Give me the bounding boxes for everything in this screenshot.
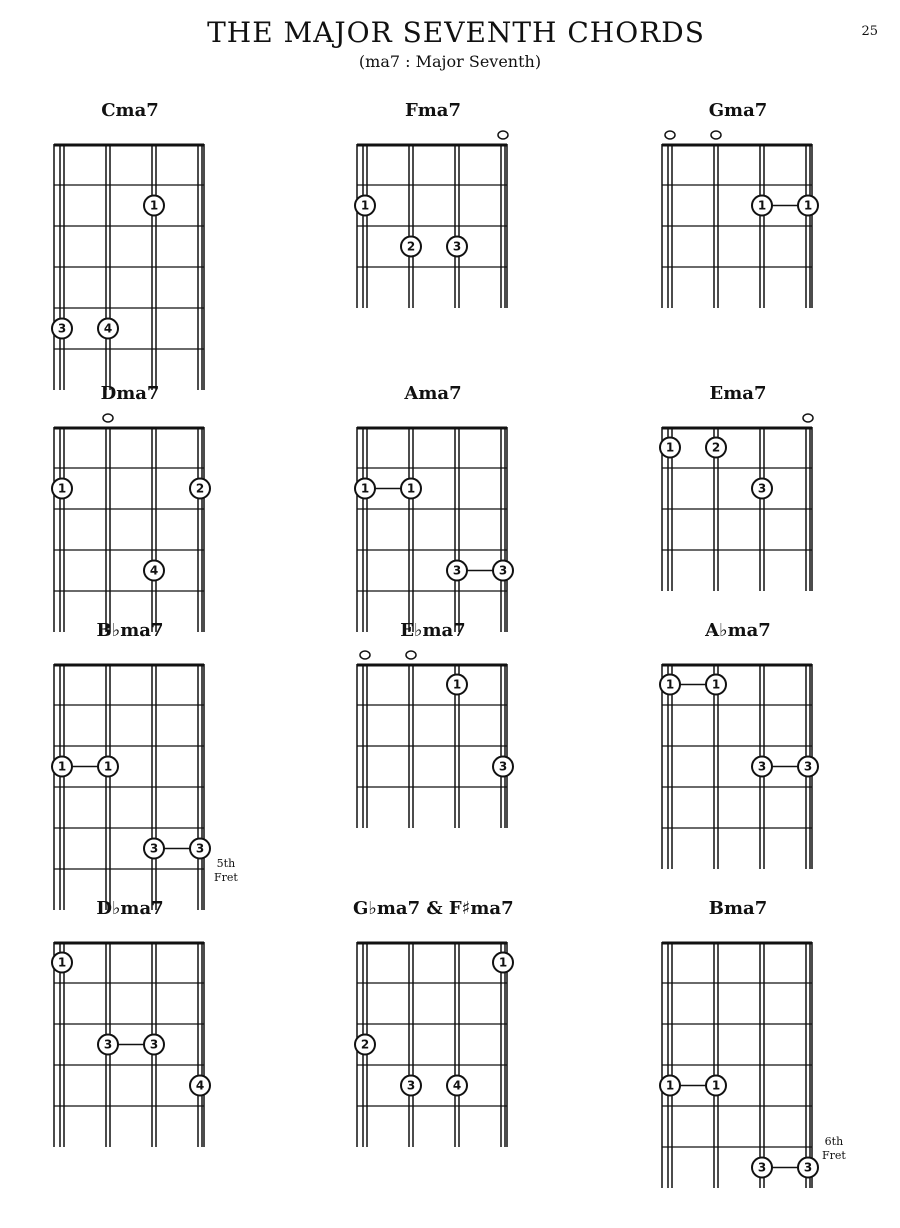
finger-dot xyxy=(144,196,164,216)
finger-number: 1 xyxy=(103,759,113,774)
finger-dot xyxy=(355,196,375,216)
finger-dot xyxy=(144,1035,164,1055)
finger-dot xyxy=(706,1076,726,1096)
fretboard xyxy=(353,664,511,832)
open-string-marker xyxy=(360,651,370,659)
finger-number: 3 xyxy=(803,1160,813,1175)
page-number: 25 xyxy=(861,24,878,39)
finger-dot xyxy=(798,196,818,216)
chord-name: Ema7 xyxy=(709,383,767,404)
finger-number: 4 xyxy=(103,321,113,336)
finger-dot xyxy=(52,953,72,973)
finger-dot xyxy=(660,675,680,695)
open-string-marker xyxy=(665,131,675,139)
finger-dot xyxy=(660,438,680,458)
fretboard xyxy=(353,942,511,1151)
finger-number: 2 xyxy=(406,239,416,254)
finger-number: 1 xyxy=(360,481,370,496)
fretboard xyxy=(658,942,816,1192)
fret-position-note xyxy=(822,1135,846,1163)
fretboard xyxy=(658,144,816,312)
finger-dot xyxy=(493,561,513,581)
finger-number: 3 xyxy=(57,321,67,336)
fret-note-line: 5th xyxy=(216,856,236,870)
finger-number: 1 xyxy=(452,677,462,692)
page-title: THE MAJOR SEVENTH CHORDS xyxy=(207,16,705,49)
chord-name: Dma7 xyxy=(100,383,160,404)
finger-dot xyxy=(401,479,421,499)
finger-dot xyxy=(706,438,726,458)
finger-number: 1 xyxy=(406,481,416,496)
chord-name: G♭ma7 & F♯ma7 xyxy=(353,898,514,919)
finger-dot xyxy=(52,319,72,339)
finger-number: 3 xyxy=(757,1160,767,1175)
chord-name: D♭ma7 xyxy=(96,898,164,919)
fretboard xyxy=(658,664,816,873)
finger-dot xyxy=(144,561,164,581)
finger-dot xyxy=(447,675,467,695)
chord-name: Ama7 xyxy=(404,383,462,404)
fretboard xyxy=(353,144,511,312)
fretboard xyxy=(50,942,208,1151)
finger-dot xyxy=(447,1076,467,1096)
page-subtitle: (ma7 : Major Seventh) xyxy=(358,52,542,71)
open-string-marker xyxy=(498,131,508,139)
finger-number: 1 xyxy=(665,1078,675,1093)
finger-dot xyxy=(98,757,118,777)
finger-number: 2 xyxy=(195,481,205,496)
finger-dot xyxy=(798,757,818,777)
finger-number: 3 xyxy=(757,759,767,774)
finger-number: 3 xyxy=(498,563,508,578)
finger-number: 1 xyxy=(57,955,67,970)
finger-number: 4 xyxy=(149,563,159,578)
chord-name: Fma7 xyxy=(404,100,461,121)
finger-number: 1 xyxy=(665,677,675,692)
fret-position-note xyxy=(214,857,238,885)
finger-dot xyxy=(752,1158,772,1178)
finger-dot xyxy=(144,839,164,859)
open-string-marker xyxy=(103,414,113,422)
finger-number: 1 xyxy=(757,198,767,213)
open-string-marker xyxy=(711,131,721,139)
finger-number: 4 xyxy=(195,1078,205,1093)
finger-dot xyxy=(52,479,72,499)
finger-number: 3 xyxy=(498,759,508,774)
finger-dot xyxy=(98,319,118,339)
finger-dot xyxy=(447,561,467,581)
finger-dot xyxy=(190,839,210,859)
finger-dot xyxy=(401,237,421,257)
finger-dot xyxy=(355,1035,375,1055)
fret-note-line: Fret xyxy=(214,870,238,884)
fret-note-line: Fret xyxy=(822,1148,846,1162)
finger-dot xyxy=(660,1076,680,1096)
fretboard xyxy=(658,427,816,595)
chord-name: B♭ma7 xyxy=(96,620,164,641)
finger-dot xyxy=(752,479,772,499)
finger-number: 3 xyxy=(452,239,462,254)
finger-number: 2 xyxy=(360,1037,370,1052)
finger-number: 1 xyxy=(665,440,675,455)
finger-number: 4 xyxy=(452,1078,462,1093)
finger-number: 3 xyxy=(195,841,205,856)
fretboard xyxy=(50,664,208,914)
fretboard xyxy=(353,427,511,636)
fret-note-line: 6th xyxy=(824,1134,844,1148)
finger-dot xyxy=(798,1158,818,1178)
finger-dot xyxy=(752,196,772,216)
finger-dot xyxy=(355,479,375,499)
open-string-marker xyxy=(406,651,416,659)
finger-dot xyxy=(493,953,513,973)
chord-name: Bma7 xyxy=(708,898,768,919)
finger-number: 1 xyxy=(360,198,370,213)
finger-number: 3 xyxy=(803,759,813,774)
finger-number: 1 xyxy=(498,955,508,970)
finger-dot xyxy=(190,479,210,499)
finger-dot xyxy=(447,237,467,257)
finger-dot xyxy=(190,1076,210,1096)
finger-number: 1 xyxy=(711,1078,721,1093)
open-string-marker xyxy=(803,414,813,422)
finger-dot xyxy=(706,675,726,695)
finger-number: 2 xyxy=(711,440,721,455)
chord-name: Gma7 xyxy=(708,100,768,121)
finger-number: 3 xyxy=(149,1037,159,1052)
finger-dot xyxy=(98,1035,118,1055)
finger-number: 1 xyxy=(57,481,67,496)
fretboard xyxy=(50,427,208,636)
finger-dot xyxy=(52,757,72,777)
finger-dot xyxy=(493,757,513,777)
finger-number: 1 xyxy=(57,759,67,774)
finger-dot xyxy=(401,1076,421,1096)
finger-number: 1 xyxy=(803,198,813,213)
chord-name: Cma7 xyxy=(101,100,159,121)
chord-name: E♭ma7 xyxy=(400,620,466,641)
finger-number: 3 xyxy=(452,563,462,578)
finger-number: 3 xyxy=(406,1078,416,1093)
finger-number: 3 xyxy=(149,841,159,856)
finger-number: 1 xyxy=(149,198,159,213)
chord-name: A♭ma7 xyxy=(705,620,771,641)
finger-dot xyxy=(752,757,772,777)
finger-number: 3 xyxy=(103,1037,113,1052)
finger-number: 3 xyxy=(757,481,767,496)
finger-number: 1 xyxy=(711,677,721,692)
fretboard xyxy=(50,144,208,394)
